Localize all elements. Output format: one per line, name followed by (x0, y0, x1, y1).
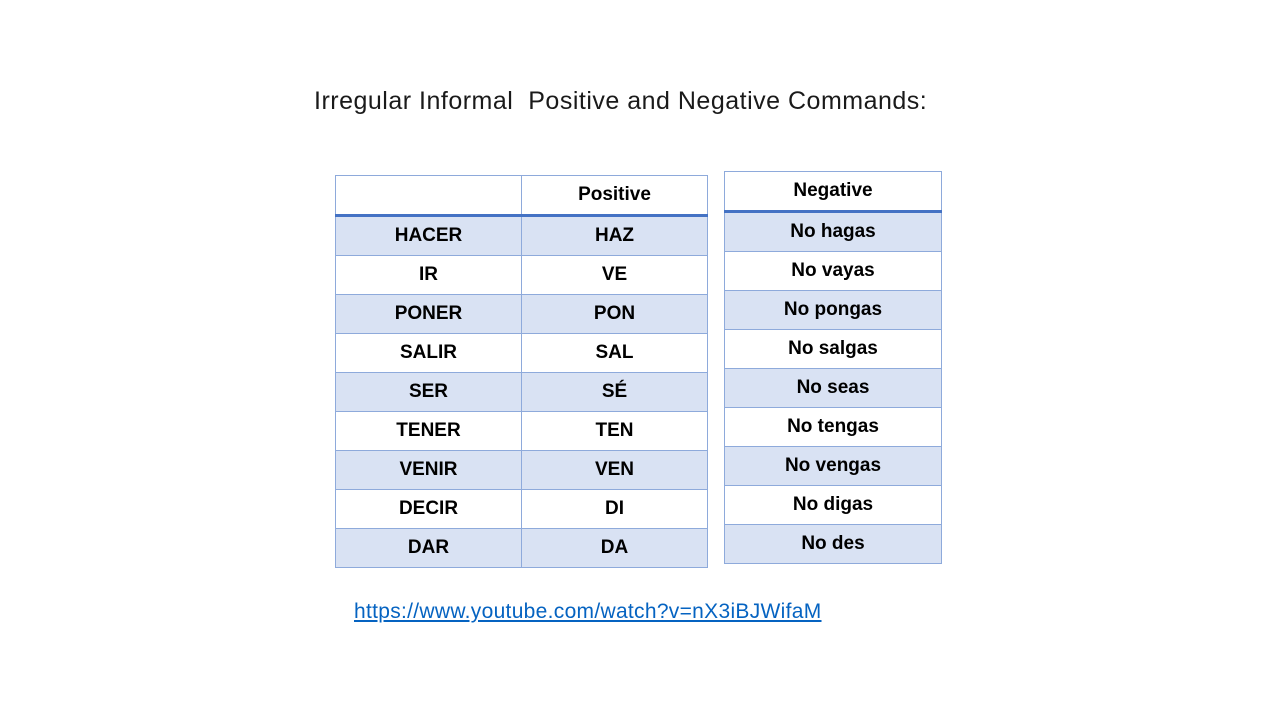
negative-command-cell: No vengas (725, 447, 942, 486)
negative-command-cell: No digas (725, 486, 942, 525)
verb-cell: HACER (336, 216, 522, 256)
table-row (336, 334, 708, 373)
positive-command-cell: VE (522, 256, 708, 295)
negative-command-cell: No hagas (725, 212, 942, 252)
table-row (336, 529, 708, 568)
table-row (725, 447, 942, 486)
positive-command-cell: DA (522, 529, 708, 568)
table-row (336, 256, 708, 295)
verb-cell: VENIR (336, 451, 522, 490)
positive-command-cell: VEN (522, 451, 708, 490)
verb-cell: DAR (336, 529, 522, 568)
table-row (336, 295, 708, 334)
negative-command-cell: No salgas (725, 330, 942, 369)
table-row (725, 291, 942, 330)
table-header-row (336, 176, 708, 216)
verb-cell: TENER (336, 412, 522, 451)
table-row (725, 408, 942, 447)
slide-title: Irregular Informal Positive and Negative Commands: (314, 87, 928, 115)
positive-command-cell: HAZ (522, 216, 708, 256)
negative-command-cell: No tengas (725, 408, 942, 447)
youtube-link[interactable]: https://www.youtube.com/watch?v=nX3iBJWifaM (354, 600, 822, 623)
table-row (336, 451, 708, 490)
table-row (725, 369, 942, 408)
header-cell-positive: Positive (522, 176, 708, 216)
table-row (336, 373, 708, 412)
header-cell-verb (336, 176, 522, 216)
verb-cell: DECIR (336, 490, 522, 529)
table-row (725, 252, 942, 291)
table-row (336, 216, 708, 256)
table-row (725, 486, 942, 525)
negative-command-cell: No pongas (725, 291, 942, 330)
positive-command-cell: SAL (522, 334, 708, 373)
verb-cell: IR (336, 256, 522, 295)
negative-command-cell: No seas (725, 369, 942, 408)
table-row (336, 490, 708, 529)
positive-commands-table (335, 175, 708, 568)
verb-cell: PONER (336, 295, 522, 334)
negative-command-cell: No vayas (725, 252, 942, 291)
negative-command-cell: No des (725, 525, 942, 564)
positive-command-cell: TEN (522, 412, 708, 451)
header-cell-negative: Negative (725, 172, 942, 212)
positive-command-cell: PON (522, 295, 708, 334)
verb-cell: SER (336, 373, 522, 412)
table-row (725, 212, 942, 252)
negative-commands-table (724, 171, 942, 564)
table-row (336, 412, 708, 451)
positive-command-cell: DI (522, 490, 708, 529)
positive-command-cell: SÉ (522, 373, 708, 412)
verb-cell: SALIR (336, 334, 522, 373)
table-row (725, 330, 942, 369)
table-header-row (725, 172, 942, 212)
table-row (725, 525, 942, 564)
